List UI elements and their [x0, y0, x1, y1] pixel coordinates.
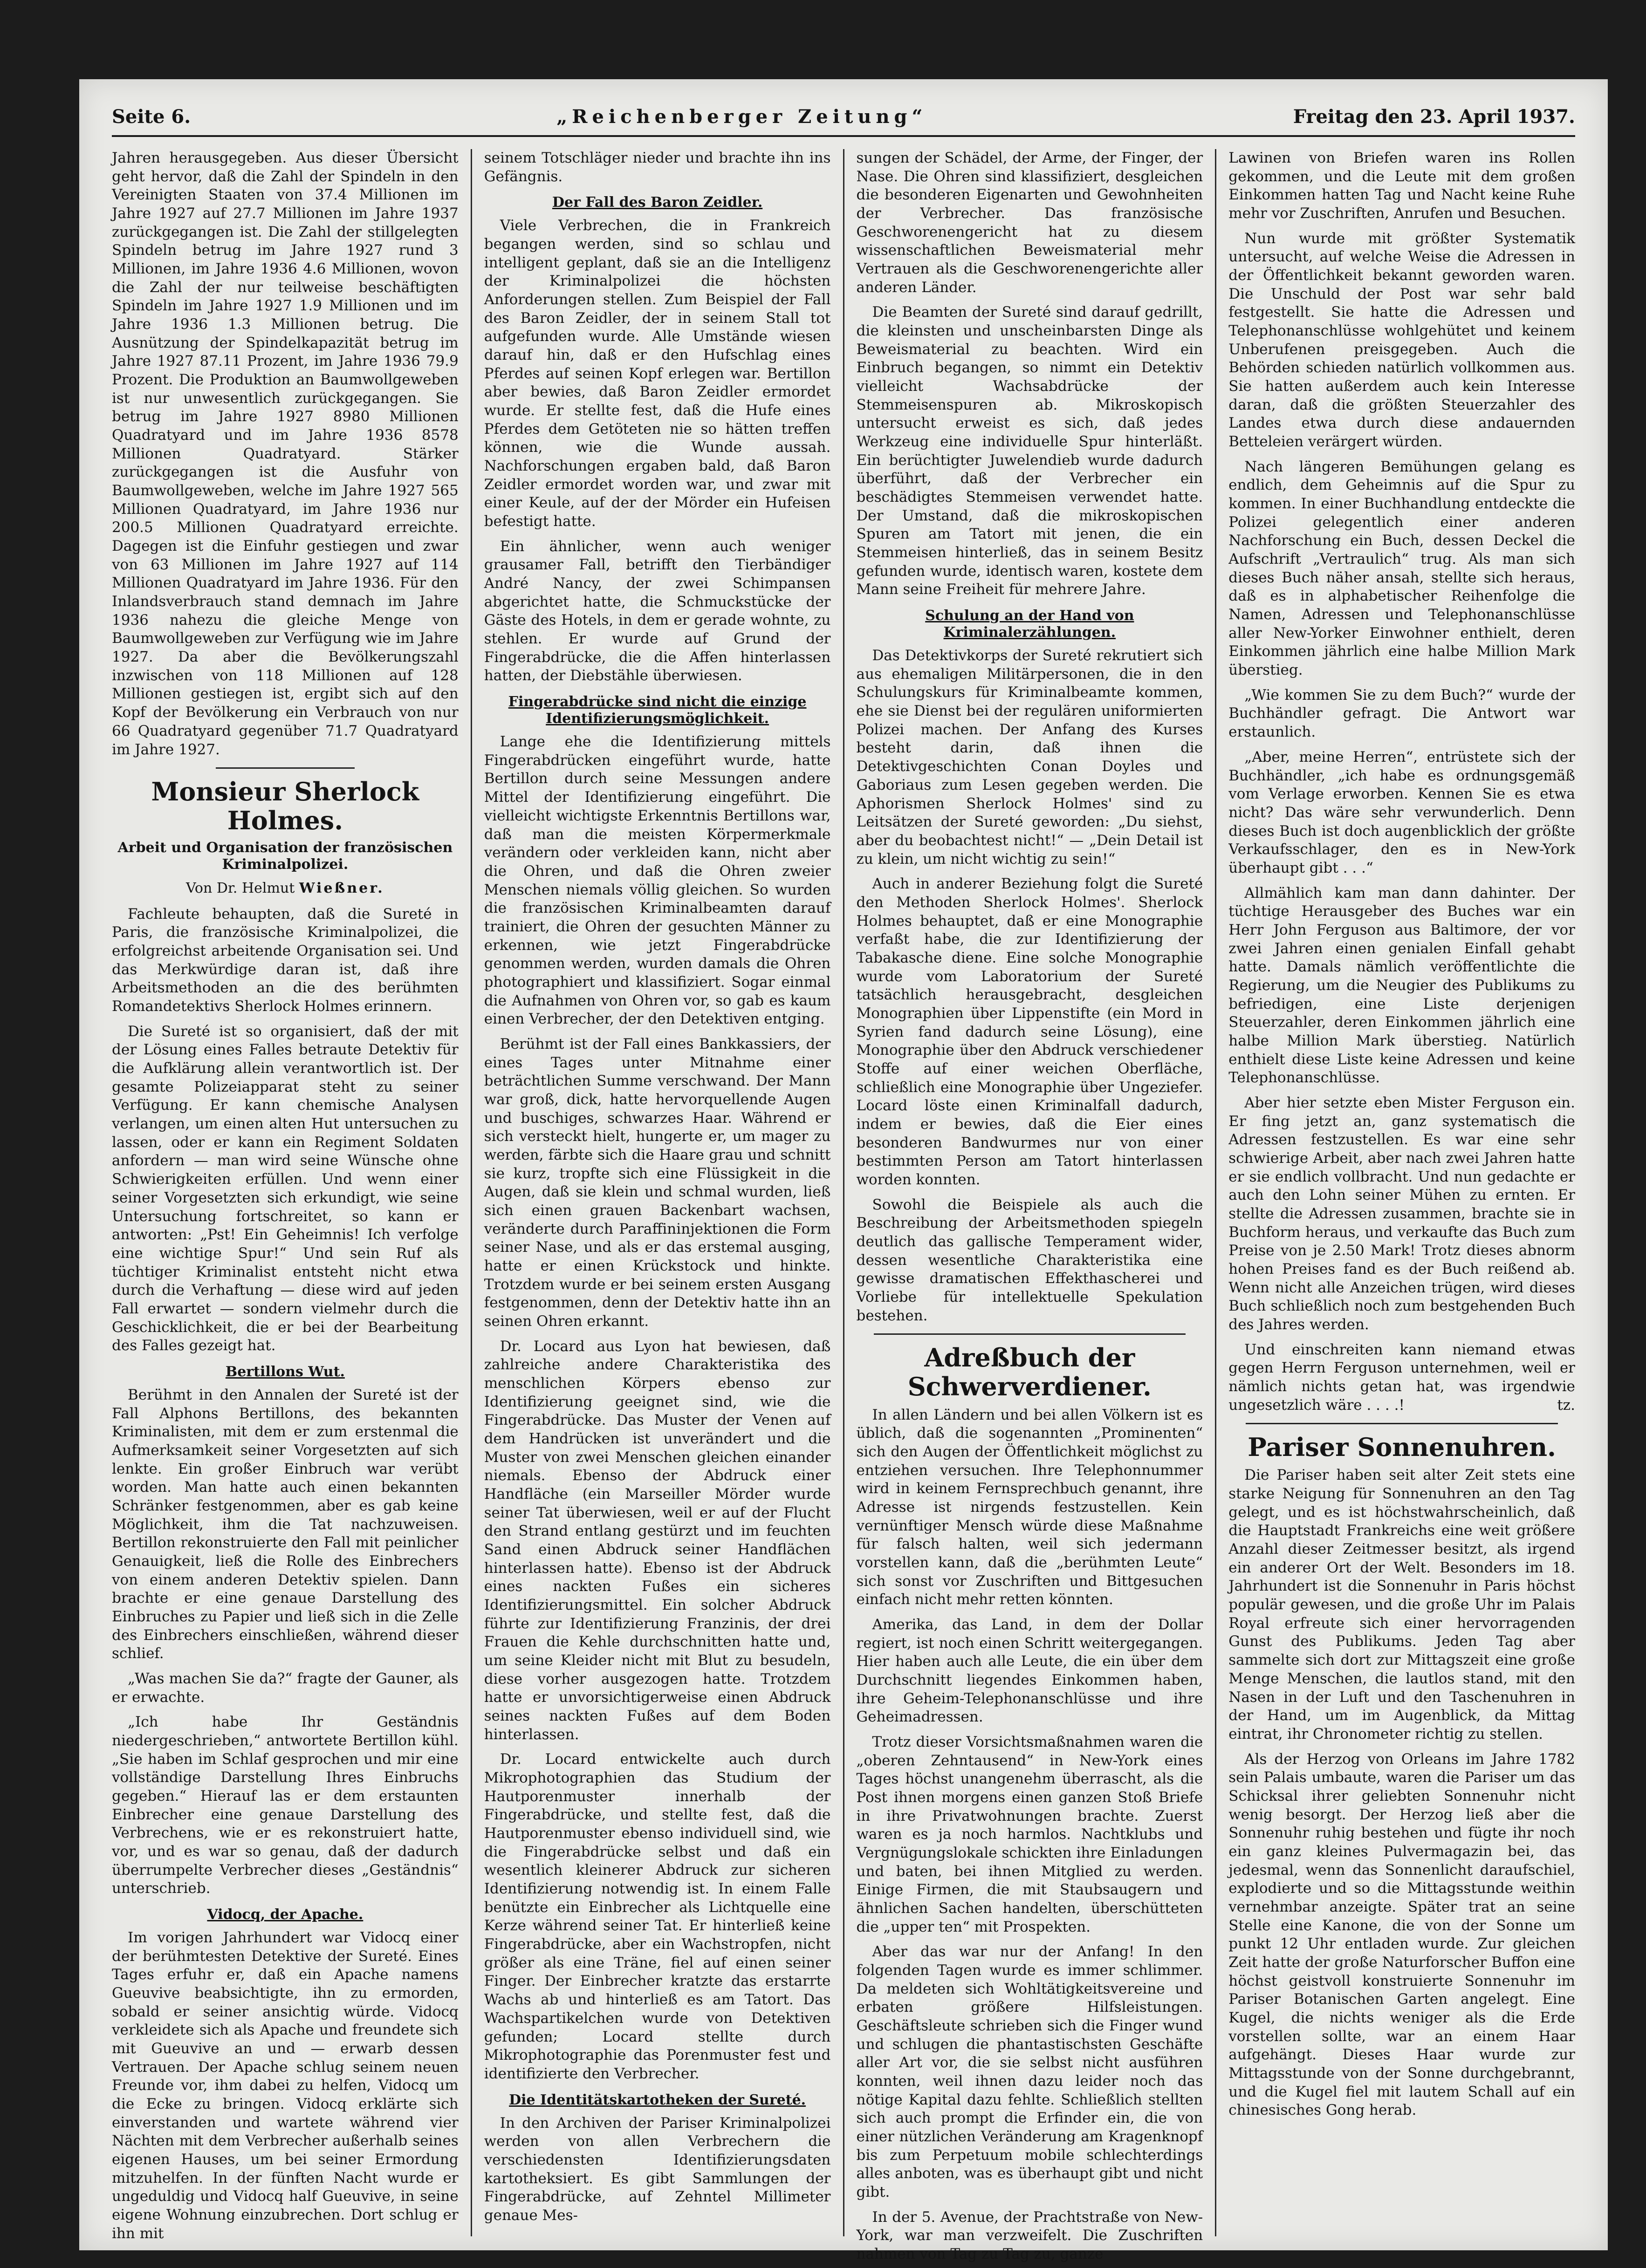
issue-date: Freitag den 23. April 1937.: [1293, 105, 1575, 128]
article-headline: Pariser Sonnenuhren.: [1248, 1432, 1556, 1462]
paragraph: Amerika, das Land, in dem der Dollar regiert, ist noch einen Schritt weitergegangen. Hier haben auch alle Leute, die ein über dem Durchschnitt liegendes Einkommen haben, ihre Geheim-Telephonanschlüsse und ihre Geheimadressen.: [856, 1616, 1203, 1726]
page-header: [112, 98, 1575, 137]
paragraph: Als der Herzog von Orleans im Jahre 1782 sein Palais umbaute, waren die Pariser um das Schicksal ihrer geliebten Sonnenuhr nicht wenig besorgt. Der Herzog ließ aber die Sonnenuhr ruhig bestehen und fügte ihr noch ein ganz kleines Pulvermagazin bei, das jedesmal, wenn das Sonnenlicht daraufschiel, explodierte und so die Mittagsstunde weithin vernehmbar anzeigte. Später trat an seine Stelle eine Kanone, die von der Sonne um punkt 12 Uhr entladen wurde. Zur gleichen Zeit hatte der große Naturforscher Buffon eine höchst geistvoll konstruierte Sonnenuhr im Pariser Botanischen Garten angelegt. Eine Kugel, die nichts weniger als die Erde vorstellen sollte, war an einem Haar aufgehängt. Dieses Haar wurde zur Mittagsstunde von der Sonne durchgebrannt, und die Kugel fiel mit lautem Schall auf ein chinesisches Gong herab.: [1228, 1750, 1575, 2119]
byline-prefix: Von Dr. Helmut: [186, 880, 295, 897]
paragraph: Sowohl die Beispiele als auch die Beschreibung der Arbeitsmethoden spiegeln deutlich das gallische Temperament wider, dessen wesentliche Charakteristika eine gewisse dramatischen Effekthascherei und Vorliebe für intellektuelle Spekulation bestehen.: [856, 1196, 1203, 1324]
paragraph: Das Detektivkorps der Sureté rekrutiert sich aus ehemaligen Militärpersonen, die in den Schulungskurs für Kriminalbeamte kommen, ehe sie Dienst bei der regulären uniformierten Polizei machen. Der Anfang des Kurses besteht darin, daß ihnen die Detektivgeschichten Conan Doyles und Gaboriaus zum Lesen gegeben werden. Die Aphorismen Sherlock Holmes' sind zu Leitsätzen der Sureté geworden: „Du siehst, aber du beobachtest nicht!“ — „Dein Detail ist zu klein, um nicht wichtig zu sein!“: [856, 647, 1203, 868]
section-heading: Bertillons Wut.: [225, 1363, 345, 1380]
section-heading: Fingerabdrücke sind nicht die einzige Identifizierungsmöglichkeit.: [508, 694, 807, 727]
article-headline: Adreßbuch der Schwerverdiener.: [907, 1343, 1152, 1402]
paragraph: Im vorigen Jahrhundert war Vidocq einer der berühmtesten Detektive der Sureté. Eines Tages erfuhr er, daß ein Apache namens Gueuvive beabsichtigte, ihn zu ermorden, sobald er seiner ansichtig würde. Vidocq verkleidete sich als Apache und freundete sich mit Gueuvive an und — erwarb dessen Vertrauen. Der Apache schlug seinem neuen Freunde vor, ihm dabei zu helfen, Vidocq um die Ecke zu bringen. Vidocq erklärte sich einverstanden und wartete während vier Nächten mit dem Verbrecher außerhalb seines eigenen Hauses, um bei seiner Ermordung mitzuhelfen. In der fünften Nacht wurde er ungeduldig und Vidocq half Gueuvive, in seine eigene Wohnung einzubrechen. Dort schlug er ihn mit: [112, 1929, 459, 2242]
paragraph: Nach längeren Bemühungen gelang es endlich, dem Geheimnis auf die Spur zu kommen. In einer Buchhandlung entdeckte die Polizei gelegentlich einer anderen Nachforschung ein Buch, dessen Deckel die Aufschrift „Vertraulich“ trug. Als man sich dieses Buch näher ansah, stellte sich heraus, daß es in alphabetischer Reihenfolge die Namen, Adressen und Telephonanschlüsse aller New-Yorker Einwohner enthielt, deren Einkommen jährlich eine halbe Million Mark überstieg.: [1228, 458, 1575, 679]
article-columns: [112, 149, 1575, 2263]
paragraph: Lange ehe die Identifizierung mittels Fingerabdrücken eingeführt wurde, hatte Bertillon durch seine Messungen andere Mittel der Identifizierung eingeführt. Die vielleicht wichtigste Erkenntnis Bertillons war, daß man die meisten Körpermerkmale verändern oder verkleiden kann, nicht aber die Ohren, und daß die Ohren zweier Menschen niemals völlig gleichen. So wurden die französischen Kriminalbeamten darauf trainiert, die Ohren der gesuchten Männer zu erkennen, wie jetzt Fingerabdrücke genommen werden, wurden damals die Ohren photographiert und klassifiziert. Sogar einmal die Aufnahmen von Ohren vor, so gab es kaum einen Verbrecher, der den Detektiven entging.: [484, 733, 831, 1028]
paragraph: Dr. Locard aus Lyon hat bewiesen, daß zahlreiche andere Charakteristika des menschlichen Körpers ebenso zur Identifizierung geeignet sind, wie die Fingerabdrücke. Das Muster der Venen auf dem Handrücken ist unverändert und die Muster von zwei Menschen gleichen einander niemals. Ebenso der Abdruck einer Handfläche (ein Marseiller Mörder wurde seiner Tat überwiesen, weil er auf der Flucht den Strand entlang gestürzt und im feuchten Sand einen Abdruck seiner Handflächen hinterlassen hatte). Ebenso ist der Abdruck eines nackten Fußes ein sicheres Identifizierungsmittel. Ein solcher Abdruck führte zur Identifizierung Franzinis, der drei Frauen die Kehle durchschnitten hatte und, um seine Kleider nicht mit Blut zu besudeln, diese vorher ausgezogen hatte. Trotzdem hatte er unvorsichtigerweise einen Abdruck seines nackten Fußes auf dem Boden hinterlassen.: [484, 1338, 831, 1743]
paragraph: Fachleute behaupten, daß die Sureté in Paris, die französische Kriminalpolizei, die erfolgreichst arbeitende Organisation sei. Und das Merkwürdige daran ist, daß ihre Arbeitsmethoden an die des berühmten Romandetektivs Sherlock Holmes erinnern.: [112, 905, 459, 1015]
section-heading: Der Fall des Baron Zeidler.: [552, 194, 763, 211]
paragraph: Aber das war nur der Anfang! In den folgenden Tagen wurde es immer schlimmer. Da meldeten sich Wohltätigkeitsvereine und erbaten größere Hilfsleistungen. Geschäftsleute schrieben sich die Finger wund und schlugen die phantastischsten Geschäfte aller Art vor, die sie selbst nicht ausführen konnten, weil ihnen dazu leider noch das nötige Kapital dazu fehlte. Schließlich stellten sich auch prompt die Erfinder ein, die von einer nützlichen Veränderung am Kragenknopf bis zum Perpetuum mobile schlechterdings alles anboten, was es überhaupt gibt und nicht gibt.: [856, 1943, 1203, 2201]
column-2: [471, 149, 843, 2236]
paragraph-text: Und einschreiten kann niemand etwas gegen Herrn Ferguson unternehmen, weil er nämlich nichts getan hat, was irgendwie ungesetzlich wäre . . . .!: [1228, 1341, 1575, 1414]
paragraph: Berühmt ist der Fall eines Bankkassiers, der eines Tages unter Mitnahme einer beträchtlichen Summe verschwand. Der Mann war groß, dick, hatte hervorquellende Augen und buschiges, schwarzes Haar. Während er sich versteckt hielt, hungerte er, um mager zu werden, färbte sich die Haare grau und schnitt sie kurz, tropfte sich eine Flüssigkeit in die Augen, daß sie klein und schmal wurden, ließ sich einen grauen Backenbart wachsen, veränderte durch Paraffininjektionen die Form seiner Nase, und als er das erstemal ausging, hatte er einen Krückstock und hinkte. Trotzdem wurde er bei seinem ersten Ausgang festgenommen, denn der Detektiv hatte ihn an seinen Ohren erkannt.: [484, 1035, 831, 1330]
paragraph: In der 5. Avenue, der Prachtstraße von New-York, war man verzweifelt. Die Zuschriften nahmen von Tag zu Tag zu, ganze: [856, 2208, 1203, 2263]
paragraph: „Aber, meine Herren“, entrüstete sich der Buchhändler, „ich habe es ordnungsgemäß vom Verlage erworben. Kennen Sie es etwa nicht? Das wäre sehr verwunderlich. Denn dieses Buch ist doch augenblicklich der größte Verkaufsschlager, den es in New-York überhaupt gibt . . .“: [1228, 748, 1575, 876]
newspaper-title: „Reichenberger Zeitung“: [556, 105, 927, 128]
paragraph: seinem Totschläger nieder und brachte ihn ins Gefängnis.: [484, 150, 831, 185]
paragraph: Auch in anderer Beziehung folgt die Sureté den Methoden Sherlock Holmes'. Sherlock Holmes behauptet, daß er eine Monographie verfaßt habe, die zur Identifizierung der Tabakasche diene. Eine solche Monographie wurde vom Laboratorium der Sureté tatsächlich herausgebracht, desgleichen Monographien über Lippenstifte (ein Mord in Syrien fand dadurch seine Lösung), eine Monographie über den Abdruck verschiedener Stoffe auf einer weichen Oberfläche, schließlich eine Monographie über Ungeziefer. Locard löste einen Kriminalfall dadurch, indem er bewies, daß die Eier eines besonderen Bandwurmes nur von einer bestimmten Person am Tatort hinterlassen worden konnten.: [856, 875, 1203, 1188]
byline-author: Wießner.: [299, 880, 384, 897]
article-subheadline: Arbeit und Organisation der französischen Kriminalpolizei.: [117, 840, 453, 873]
paragraph: „Was machen Sie da?“ fragte der Gauner, als er erwachte.: [112, 1670, 459, 1706]
paragraph: [1228, 1341, 1575, 1415]
paragraph: Lawinen von Briefen waren ins Rollen gekommen, und die Leute mit dem großen Einkommen hatten Tag und Nacht keine Ruhe mehr vor Zuschriften, Anrufen und Besuchen.: [1228, 150, 1575, 222]
paragraph: Trotz dieser Vorsichtsmaßnahmen waren die „oberen Zehntausend“ in New-York eines Tages höchst unangenehm überrascht, als die Post ihnen morgens einen ganzen Stoß Briefe in ihre Privatwohnungen brachte. Zuerst waren es ja noch harmlos. Nachtklubs und Vergnügungslokale schickten ihre Einladungen und baten, bei ihnen Mitglied zu werden. Einige Firmen, die mit Staubsaugern und ähnlichen Sachen handelten, überschütteten die „upper ten“ mit Prospekten.: [856, 1733, 1203, 1935]
column-4: [1215, 149, 1575, 2236]
author-signature: tz.: [1557, 1396, 1575, 1414]
paragraph: Viele Verbrechen, die in Frankreich begangen werden, sind so schlau und intelligent geplant, daß sie an die Intelligenz der Kriminalpolizei die höchsten Anforderungen stellen. Zum Beispiel der Fall des Baron Zeidler, der in seinem Stall tot aufgefunden wurde. Alle Umstände wiesen darauf hin, daß er den Hufschlag eines Pferdes auf seinen Kopf erlegen war. Bertillon aber bewies, daß Baron Zeidler ermordet wurde. Er stellte fest, daß die Hufe eines Pferdes dem Getöteten nie so hätten treffen können, wie die Wunde aussah. Nachforschungen ergaben bald, daß Baron Zeidler ermordet worden war, und zwar mit einer Keule, auf der der Mörder ein Hufeisen befestigt hatte.: [484, 217, 831, 530]
divider: [874, 1333, 1186, 1335]
paragraph: „Ich habe Ihr Geständnis niedergeschrieben,“ antwortete Bertillon kühl. „Sie haben im Schlaf gesprochen und mir eine vollständige Darstellung Ihres Einbruchs gegeben.“ Hierauf las er dem erstaunten Einbrecher eine genaue Darstellung des Verbrechens, wie er es rekonstruiert hatte, vor, und es war so genau, daß der dadurch überrumpelte Verbrecher dieses „Geständnis“ unterschrieb.: [112, 1714, 459, 1897]
section-heading: Vidocq, der Apache.: [207, 1906, 363, 1923]
paragraph: Dr. Locard entwickelte auch durch Mikrophotographien das Studium der Hautporenmuster innerhalb der Fingerabdrücke, und stellte fest, daß die Hautporenmuster ebenso individuell sind, wie die Fingerabdrücke selbst und daß ein wesentlich kleinerer Abdruck zur sicheren Identifizierung notwendig ist. In einem Falle benützte ein Einbrecher als Lichtquelle eine Kerze während seiner Tat. Er hinterließ keine Fingerabdrücke, aber ein Wachstropfen, nicht größer als eine Träne, fiel auf einen seiner Finger. Der Einbrecher kratzte das erstarrte Wachs ab und hinterließ es am Tatort. Das Wachspartikelchen wurde von Detektiven gefunden; Locard stellte durch Mikrophotographie das Porenmuster fest und identifizierte den Verbrecher.: [484, 1751, 831, 2082]
paragraph: Die Beamten der Sureté sind darauf gedrillt, die kleinsten und unscheinbarsten Dinge als Beweismaterial zu beachten. Wird ein Einbruch begangen, so nimmt ein Detektiv vielleicht Wachsabdrücke der Stemmeisenspuren ab. Mikroskopisch untersucht erweist es sich, daß jedes Werkzeug eine individuelle Spur hinterläßt. Ein berüchtigter Juwelendieb wurde dadurch überführt, daß der Verbrecher ein beschädigtes Stemmeisen verwendet hatte. Der Umstand, daß die mikroskopischen Spuren am Tatort mit jenen, die ein Stemmeisen hinterließ, das in seinem Besitz gefunden wurde, identisch waren, kostete dem Mann seine Freiheit für mehrere Jahre.: [856, 304, 1203, 598]
paragraph: Aber hier setzte eben Mister Ferguson ein. Er fing jetzt an, ganz systematisch die Adressen festzustellen. Es war eine sehr schwierige Arbeit, aber nach zwei Jahren hatte er sie endlich vollbracht. Und nun gedachte er auch den Lohn seiner Mühen zu ernten. Er stellte die Adressen zusammen, brachte sie in Buchform heraus, und verkaufte das Buch zum Preise von je 2.50 Mark! Trotz dieses abnorm hohen Preises fand es der Buch reißend ab. Wenn nicht alle Anzeichen trügen, wird dieses Buch schließlich noch zum bestgehenden Buch des Jahres werden.: [1228, 1094, 1575, 1333]
article-headline: Monsieur Sherlock Holmes.: [151, 777, 419, 836]
column-1: [112, 149, 471, 2242]
newspaper-page: [79, 79, 1608, 2263]
paragraph: In den Archiven der Pariser Kriminalpolizei werden von allen Verbrechern die verschiedensten Identifizierungsdaten kartotheksiert. Es gibt Sammlungen der Fingerabdrücke, auf Zehntel Millimeter genaue Mes-: [484, 2114, 831, 2224]
paragraph: In allen Ländern und bei allen Völkern ist es üblich, daß die sogenannten „Prominenten“ sich den Augen der Öffentlichkeit möglichst zu entziehen versuchen. Ihre Telephonnummer wird in keinem Fernsprechbuch genannt, ihre Adresse ist nirgends festzustellen. Kein vernünftiger Mensch würde diese Maßnahme für falsch halten, weil sich jedermann vorstellen kann, daß die „berühmten Leute“ sich sonst vor Zuschriften und Bittgesuchen einfach nicht mehr retten könnten.: [856, 1406, 1203, 1608]
paragraph: Nun wurde mit größter Systematik untersucht, auf welche Weise die Adressen in der Öffentlichkeit bekannt geworden waren. Die Unschuld der Post war sehr bald festgestellt. Sie hatte die Adressen und Telephonanschlüsse wohlgehütet und keinem Unberufenen preisgegeben. Auch die Behörden schieden natürlich vollkommen aus. Sie hatten außerdem auch kein Interesse daran, daß die größten Steuerzahler des Landes etwa durch diese andauernden Betteleien verärgert würden.: [1228, 230, 1575, 451]
paragraph: sungen der Schädel, der Arme, der Finger, der Nase. Die Ohren sind klassifiziert, desgleichen die besonderen Eigenarten und Gewohnheiten der Verbrecher. Das französische Geschworenengericht hat zu diesem wissenschaftlichen Beweismaterial mehr Vertrauen als die Geschworenengerichte aller anderen Länder.: [856, 150, 1203, 296]
divider: [1246, 1423, 1557, 1424]
section-heading: Schulung an der Hand von Kriminalerzählungen.: [925, 608, 1134, 641]
paragraph: Ein ähnlicher, wenn auch weniger grausamer Fall, betrifft den Tierbändiger André Nancy, der zwei Schimpansen abgerichtet hatte, die Schmuckstücke der Gäste des Hotels, in dem er gerade wohnte, zu stehlen. Er wurde auf Grund der Fingerabdrücke, die die Affen hinterlassen hatten, der Diebstähle überwiesen.: [484, 538, 831, 684]
divider: [216, 767, 355, 769]
paragraph: Allmählich kam man dann dahinter. Der tüchtige Herausgeber des Buches war ein Herr John Ferguson aus Baltimore, der vor zwei Jahren einen genialen Einfall gehabt hatte. Damals nämlich veröffentlichte die Regierung, um die Neugier des Publikums zu befriedigen, eine Liste derjenigen Steuerzahler, deren Einkommen jährlich eine halbe Million Mark überstieg. Natürlich enthielt diese Liste keine Adressen und keine Telephonanschlüsse.: [1228, 884, 1575, 1086]
paragraph: Die Sureté ist so organisiert, daß der mit der Lösung eines Falles betraute Detektiv für die Aufklärung allein verantwortlich ist. Der gesamte Polizeiapparat steht zu seiner Verfügung. Er kann chemische Analysen verlangen, um einen alten Hut untersuchen zu lassen, oder er kann ein Regiment Soldaten anfordern — man wird seine Wünsche ohne Schwierigkeiten erfüllen. Und wenn einer seiner Vorgesetzten sich erkundigt, wie seine Untersuchung fortschreitet, so kann er antworten: „Pst! Ein Geheimnis! Ich verfolge eine wichtige Spur!“ Und sein Ruf als tüchtiger Kriminalist entsteht nicht etwa durch die Verhaftung — diese wird auf jeden Fall erwartet — sondern vielmehr durch die Geschicklichkeit, die er bei der Bearbeitung des Falles gezeigt hat.: [112, 1023, 459, 1354]
page-number: Seite 6.: [112, 105, 191, 128]
column-3: [843, 149, 1215, 2263]
paragraph: Die Pariser haben seit alter Zeit stets eine starke Neigung für Sonnenuhren an den Tag gelegt, und es ist höchstwahrscheinlich, daß die Hauptstadt Frankreichs eine weit größere Anzahl dieser Zeitmesser besitzt, als irgend ein anderer Ort der Welt. Besonders im 18. Jahrhundert ist die Sonnenuhr in Paris höchst populär gewesen, und die große Uhr im Palais Royal erfreute sich einer hervorragenden Gunst des Publikums. Jeden Tag aber sammelte sich dort zur Mittagszeit eine große Menge Menschen, die lautlos stand, mit den Nasen in der Luft und den Taschenuhren in der Hand, um im Augenblick, da Mittag eintrat, ihr Chronometer richtig zu stellen.: [1228, 1467, 1575, 1742]
section-heading: Die Identitätskartotheken der Sureté.: [509, 2091, 806, 2108]
paragraph: Berühmt in den Annalen der Sureté ist der Fall Alphons Bertillons, des bekannten Kriminalisten, mit dem er zum erstenmal die Aufmerksamkeit seiner Vorgesetzten auf sich lenkte. Ein großer Einbruch war verübt worden. Man hatte auch einen bekannten Schränker festgenommen, aber es gab keine Möglichkeit, ihm die Tat nachzuweisen. Bertillon rekonstruierte den Fall mit peinlicher Genauigkeit, ließ die Rolle des Einbrechers von einem anderen Detektiv spielen. Dann brachte er eine genaue Darstellung des Einbruches zu Papier und ließ sich in die Zelle des Einbrechers einschließen, während dieser schlief.: [112, 1386, 459, 1662]
paragraph: „Wie kommen Sie zu dem Buch?“ wurde der Buchhändler gefragt. Die Antwort war erstaunlich.: [1228, 686, 1575, 741]
paragraph: Jahren herausgegeben. Aus dieser Übersicht geht hervor, daß die Zahl der Spindeln in den Vereinigten Staaten von 37.4 Millionen im Jahre 1927 auf 27.7 Millionen im Jahre 1937 zurückgegangen ist. Die Zahl der stillgelegten Spindeln betrug im Jahre 1927 rund 3 Millionen, im Jahre 1936 4.6 Millionen, wovon die Zahl der nur teilweise beschäftigten Spindeln im Jahre 1927 1.9 Millionen und im Jahre 1936 1.3 Millionen betrug. Die Ausnützung der Spindelkapazität betrug im Jahre 1927 87.11 Prozent, im Jahre 1936 79.9 Prozent. Die Produktion an Baumwollgeweben ist nur unwesentlich zurückgegangen. Sie betrug im Jahre 1927 8980 Millionen Quadratyard und im Jahre 1936 8578 Millionen Quadratyard. Stärker zurückgegangen ist die Ausfuhr von Baumwollgeweben, welche im Jahre 1927 565 Millionen Quadratyard, im Jahre 1936 nur 200.5 Millionen Quadratyard erreichte. Dagegen ist die Einfuhr gestiegen und zwar von 63 Millionen im Jahre 1927 auf 114 Millionen Quadratyard im Jahre 1936. Für den Inlandsverbrauch stand demnach im Jahre 1936 nahezu die gleiche Menge von Baumwollgeweben zur Verfügung wie im Jahre 1927. Da aber die Bevölkerungszahl inzwischen von 118 Millionen auf 128 Millionen gestiegen ist, ergibt sich auf den Kopf der Bevölkerung ein Verbrauch von nur 66 Quadratyard gegenüber 71.7 Quadratyard im Jahre 1927.: [112, 150, 459, 758]
byline: [112, 880, 459, 897]
